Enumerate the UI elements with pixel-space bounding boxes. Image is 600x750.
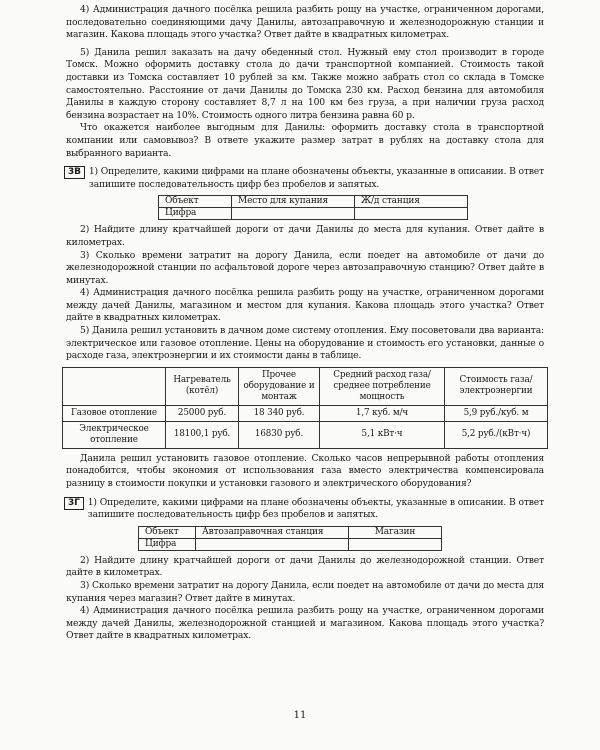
- page-number: 11: [293, 710, 307, 721]
- table-cell: 5,2 руб./(кВт·ч): [445, 421, 548, 448]
- table-header: [63, 367, 166, 405]
- table-cell: 25000 руб.: [166, 405, 239, 421]
- question-text: 4) Администрация дачного посёлка решила разбить рощу на участке, ограниченном дорогами между дачей Данилы, магазином и местом для купания. Какова площадь этого участка? Ответ дайте в квадратных километрах.: [66, 287, 544, 324]
- question-text: 4) Администрация дачного посёлка решила разбить рощу на участке, ограниченном дорогами между дачей Данилы, железнодорожной станцией и магазином. Какова площадь этого участка? Ответ дайте в квадратных километрах.: [66, 605, 544, 642]
- table-cell: [196, 538, 349, 550]
- problem-paragraph: Что окажется наиболее выгодным для Данилы: оформить доставку стола в транспортной компании или самовывоз? В ответе укажите размер затрат в рублях на доставку стола для выбранного варианта.: [66, 122, 544, 159]
- table-cell: 5,1 кВт·ч: [320, 421, 445, 448]
- table-cell: 18 340 руб.: [239, 405, 320, 421]
- table-cell: [232, 208, 355, 220]
- table-cell: Газовое отопление: [63, 405, 166, 421]
- table-cell: Место для купания: [232, 196, 355, 208]
- table-cell: Автозаправочная станция: [196, 526, 349, 538]
- question-text: 3) Сколько времени затратит на дорогу Данила, если поедет на автомобиле от дачи до железнодорожной станции по асфальтовой дороге через автозаправочную станцию? Ответ дайте в минутах.: [66, 249, 544, 286]
- question-text: 1) Определите, какими цифрами на плане обозначены объекты, указанные в описании. В ответ запишите последовательность цифр без пробелов и запятых.: [88, 166, 544, 190]
- table-header: Нагреватель (котёл): [166, 367, 239, 405]
- problem-paragraph: 5) Данила решил заказать на дачу обеденный стол. Нужный ему стол производит в городе Томск. Можно оформить доставку стола до дачи транспортной компанией. Стоимость такой доставки из Томска составляет 10 рублей за км. Также можно забрать стол со склада в Томске самостоятельно. Расстояние от дачи Данилы до Томска 230 км. Расход бензина для автомобиля Данилы в каждую сторону составляет 8,7 л на 100 км без груза, а при наличии груза расход бензина возрастает на 10%. Стоимость одного литра бензина равна 60 р.: [66, 46, 544, 121]
- table-cell: Объект: [159, 196, 232, 208]
- table-cell: Цифра: [139, 538, 196, 550]
- section-tag: 3Г: [64, 497, 84, 510]
- table-cell: 16830 руб.: [239, 421, 320, 448]
- table-cell: [355, 208, 468, 220]
- answer-table: [158, 195, 468, 220]
- answer-table: [138, 526, 442, 551]
- table-cell: Магазин: [349, 526, 442, 538]
- question-text: 2) Найдите длину кратчайшей дороги от дачи Данилы до места для купания. Ответ дайте в километрах.: [66, 224, 544, 248]
- question-text: 3) Сколько времени затратит на дорогу Данила, если поедет на автомобиле от дачи до места для купания через магазин? Ответ дайте в минутах.: [66, 580, 544, 604]
- section-tag: 3В: [64, 166, 85, 179]
- table-cell: 5,9 руб./куб. м: [445, 405, 548, 421]
- table-header: Средний расход газа/ среднее потребление мощность: [320, 367, 445, 405]
- table-cell: 1,7 куб. м/ч: [320, 405, 445, 421]
- heating-table: [62, 367, 548, 449]
- table-cell: Электрическое отопление: [63, 421, 166, 448]
- question-text: 5) Данила решил установить в дачном доме систему отопления. Ему посоветовали два варианта: электрическое или газовое отопление. Цены на оборудование и стоимость его установки, данные о расходе газа, электроэнергии и их стоимости даны в таблице.: [66, 325, 544, 362]
- page-content: [66, 4, 544, 643]
- table-cell: Цифра: [159, 208, 232, 220]
- question-text: 2) Найдите длину кратчайшей дороги от дачи Данилы до железнодорожной станции. Ответ дайте в километрах.: [66, 554, 544, 579]
- table-cell: Ж/д станция: [355, 196, 468, 208]
- table-cell: [349, 538, 442, 550]
- question-text: Данила решил установить газовое отопление. Сколько часов непрерывной работы отопления понадобится, чтобы экономия от использования газа вместо электричества компенсировала разницу в стоимости покупки и установки газового и электрического оборудования?: [66, 452, 544, 490]
- table-header: Прочее оборудование и монтаж: [239, 367, 320, 405]
- problem-paragraph: 4) Администрация дачного посёлка решила разбить рощу на участке, ограниченном дорогами, последовательно соединяющими дачу Данилы, автозаправочную и железнодорожную станции и магазин. Какова площадь этого участка? Ответ дайте в квадратных километрах.: [66, 4, 544, 41]
- table-cell: 18100,1 руб.: [166, 421, 239, 448]
- table-cell: Объект: [139, 526, 196, 538]
- section-3g-header: [66, 497, 544, 522]
- question-text: 1) Определите, какими цифрами на плане обозначены объекты, указанные в описании. В ответ запишите последовательность цифр без пробелов и запятых.: [87, 496, 544, 521]
- section-3v-header: [66, 166, 544, 191]
- table-header: Стоимость газа/ электроэнергии: [445, 367, 548, 405]
